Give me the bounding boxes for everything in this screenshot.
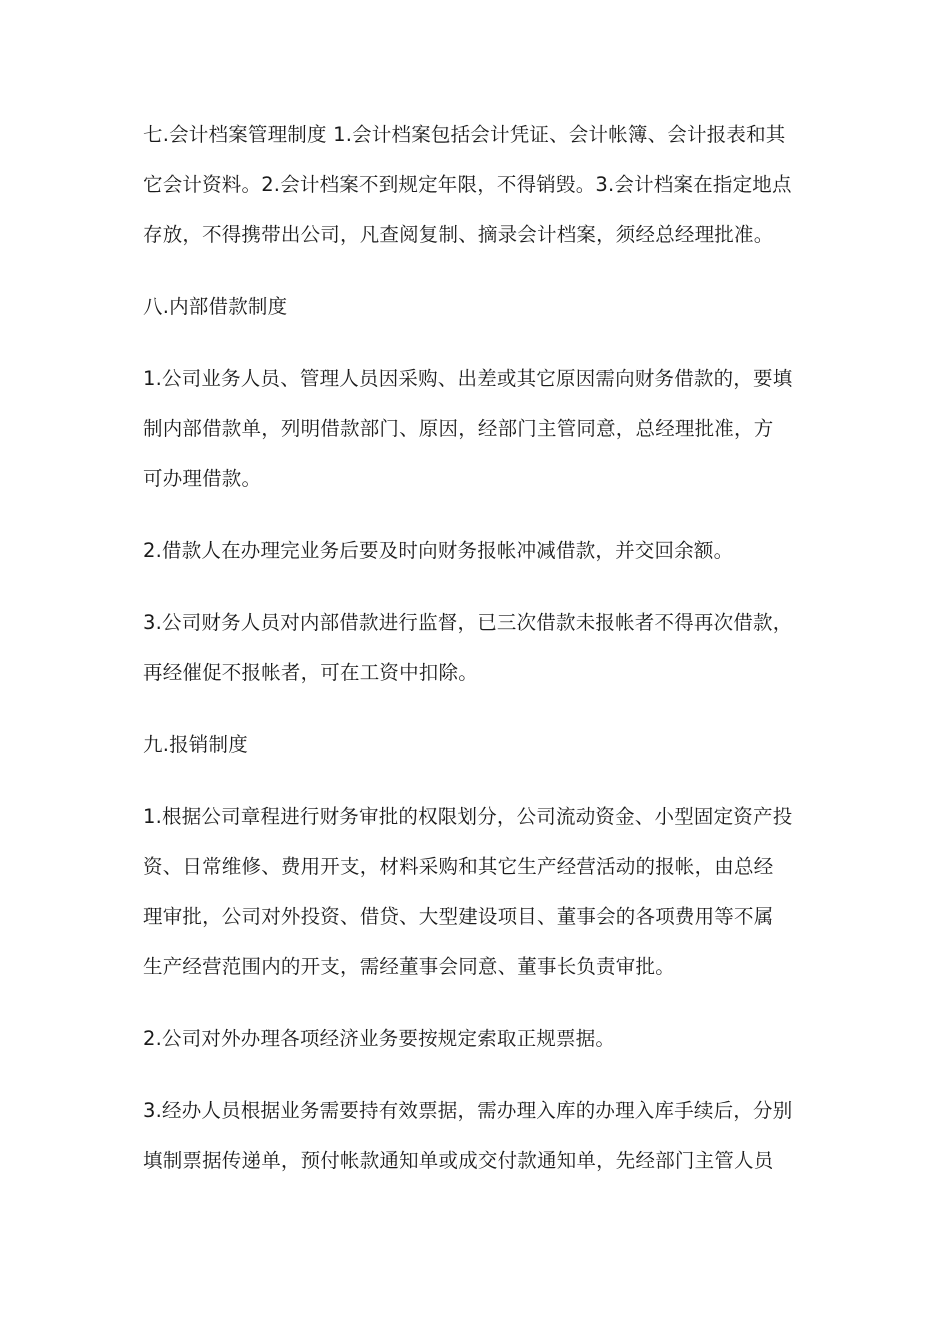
text-line: 3.公司财务人员对内部借款进行监督，已三次借款未报帐者不得再次借款， — [143, 611, 793, 634]
text-line: 资、日常维修、费用开支，材料采购和其它生产经营活动的报帐，由总经 — [143, 855, 774, 878]
text-line: 2.公司对外办理各项经济业务要按规定索取正规票据。 — [143, 1027, 616, 1050]
text-line: 1.公司业务人员、管理人员因采购、出差或其它原因需向财务借款的，要填 — [143, 367, 793, 390]
text-line: 填制票据传递单，预付帐款通知单或成交付款通知单，先经部门主管人员 — [143, 1149, 774, 1172]
text-line: 理审批，公司对外投资、借贷、大型建设项目、董事会的各项费用等不属 — [143, 905, 774, 928]
paragraph-reimburse-1 — [143, 792, 813, 992]
text-line: 生产经营范围内的开支，需经董事会同意、董事长负责审批。 — [143, 955, 675, 978]
heading-internal-loans — [143, 282, 813, 332]
document-body — [143, 110, 813, 1208]
text-line: 七.会计档案管理制度 1.会计档案包括会计凭证、会计帐簿、会计报表和其 — [143, 123, 786, 146]
text-line: 再经催促不报帐者，可在工资中扣除。 — [143, 661, 478, 684]
heading-text: 九.报销制度 — [143, 733, 248, 756]
text-line: 3.经办人员根据业务需要持有效票据，需办理入库的办理入库手续后，分别 — [143, 1099, 793, 1122]
paragraph-reimburse-3 — [143, 1086, 813, 1186]
text-line: 1.根据公司章程进行财务审批的权限划分，公司流动资金、小型固定资产投 — [143, 805, 793, 828]
text-line: 可办理借款。 — [143, 467, 262, 490]
paragraph-reimburse-2 — [143, 1014, 813, 1064]
heading-text: 八.内部借款制度 — [143, 295, 288, 318]
text-line: 它会计资料。2.会计档案不到规定年限，不得销毁。3.会计档案在指定地点 — [143, 173, 792, 196]
paragraph-accounting-archives — [143, 110, 813, 260]
text-line: 制内部借款单，列明借款部门、原因，经部门主管同意，总经理批准，方 — [143, 417, 774, 440]
text-line: 2.借款人在办理完业务后要及时向财务报帐冲减借款，并交回余额。 — [143, 539, 734, 562]
paragraph-loans-1 — [143, 354, 813, 504]
paragraph-loans-3 — [143, 598, 813, 698]
paragraph-loans-2 — [143, 526, 813, 576]
heading-reimbursement — [143, 720, 813, 770]
text-line: 存放，不得携带出公司，凡查阅复制、摘录会计档案，须经总经理批准。 — [143, 223, 774, 246]
